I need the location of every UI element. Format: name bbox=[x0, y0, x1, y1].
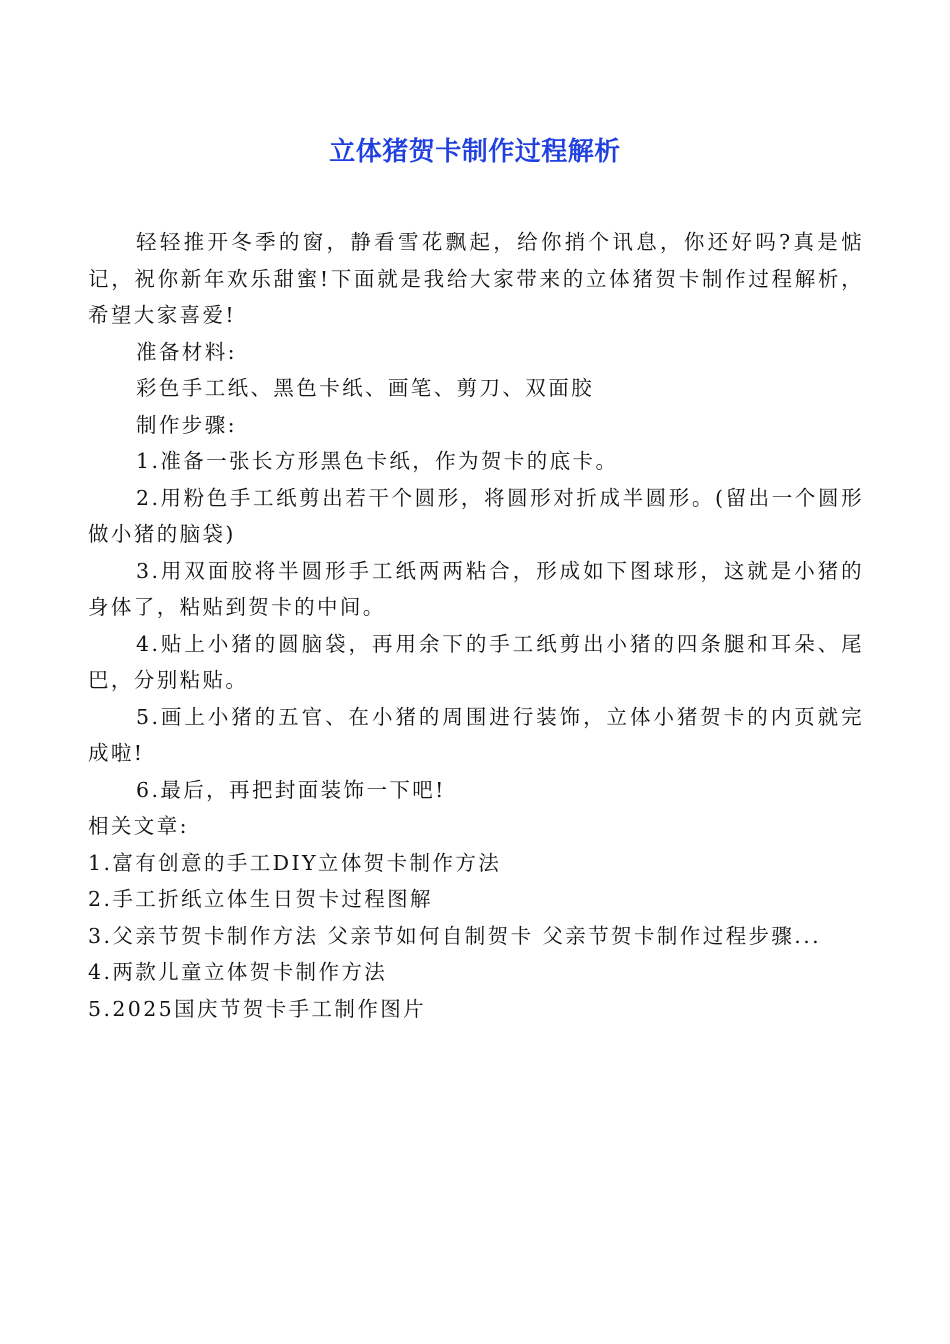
step-item: 2.用粉色手工纸剪出若干个圆形，将圆形对折成半圆形。(留出一个圆形做小猪的脑袋) bbox=[88, 485, 864, 546]
step-item: 5.画上小猪的五官、在小猪的周围进行装饰，立体小猪贺卡的内页就完成啦! bbox=[88, 704, 864, 765]
step-item: 6.最后，再把封面装饰一下吧! bbox=[136, 777, 446, 802]
related-article-link[interactable]: 1.富有创意的手工DIY立体贺卡制作方法 bbox=[88, 850, 502, 875]
materials-heading: 准备材料: bbox=[136, 339, 237, 364]
step-item: 1.准备一张长方形黑色卡纸，作为贺卡的底卡。 bbox=[136, 449, 619, 473]
step-item: 4.贴上小猪的圆脑袋，再用余下的手工纸剪出小猪的四条腿和耳朵、尾巴，分别粘贴。 bbox=[88, 631, 864, 692]
related-article-link[interactable]: 2.手工折纸立体生日贺卡过程图解 bbox=[88, 887, 433, 911]
related-articles-list bbox=[88, 845, 864, 1028]
steps-heading: 制作步骤: bbox=[136, 412, 237, 437]
page-title: 立体猪贺卡制作过程解析 bbox=[329, 137, 621, 167]
article-body bbox=[88, 224, 864, 1027]
related-article-link[interactable]: 3.父亲节贺卡制作方法 父亲节如何自制贺卡 父亲节贺卡制作过程步骤... bbox=[88, 923, 822, 948]
intro-paragraph: 轻轻推开冬季的窗，静看雪花飘起，给你捎个讯息，你还好吗?真是惦记，祝你新年欢乐甜蜜!下面就是我给大家带来的立体猪贺卡制作过程解析，希望大家喜爱! bbox=[88, 230, 864, 327]
materials-list: 彩色手工纸、黑色卡纸、画笔、剪刀、双面胶 bbox=[136, 376, 594, 400]
related-heading: 相关文章: bbox=[88, 814, 189, 838]
related-article-link[interactable]: 5.2025国庆节贺卡手工制作图片 bbox=[88, 996, 427, 1021]
related-article-link[interactable]: 4.两款儿童立体贺卡制作方法 bbox=[88, 960, 388, 984]
step-item: 3.用双面胶将半圆形手工纸两两粘合，形成如下图球形，这就是小猪的身体了，粘贴到贺卡的中间。 bbox=[88, 558, 864, 619]
